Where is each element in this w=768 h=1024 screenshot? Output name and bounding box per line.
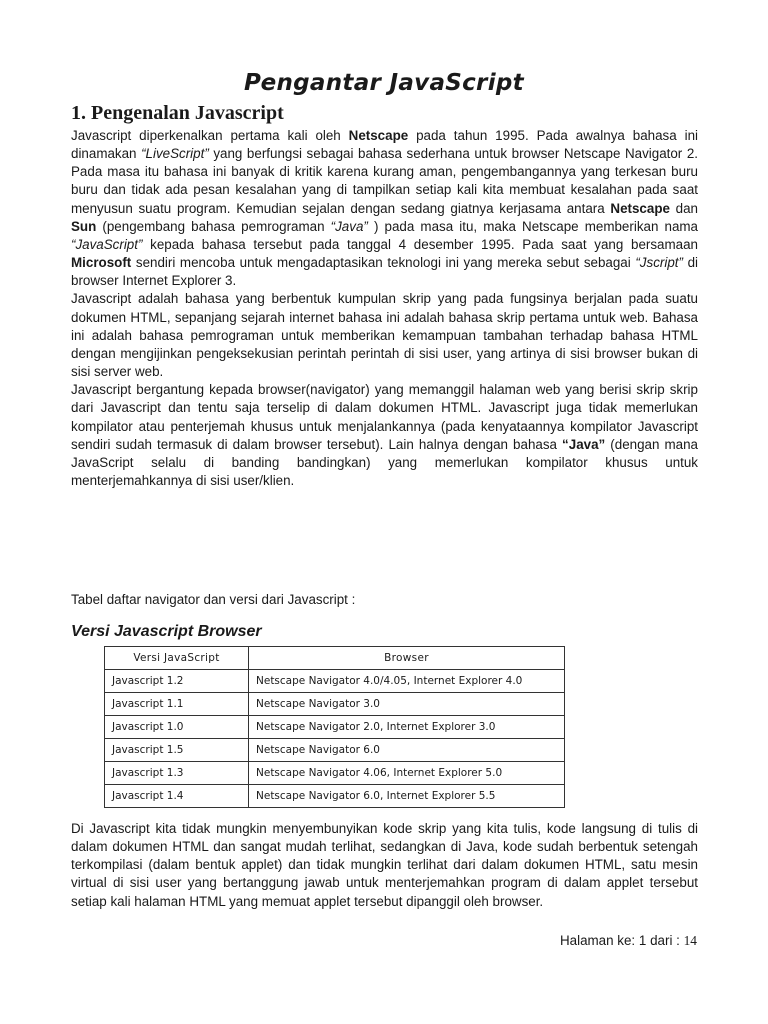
browser-cell: Netscape Navigator 2.0, Internet Explorer 3.0 [249,716,565,739]
browser-cell: Netscape Navigator 3.0 [249,693,565,716]
table-intro-text: Tabel daftar navigator dan versi dari Javascript : [71,592,356,607]
version-cell: Javascript 1.5 [105,739,249,762]
table-row [105,739,565,762]
table-row [105,716,565,739]
paragraph-java-comparison: Di Javascript kita tidak mungkin menyembunyikan kode skrip yang kita tulis, kode langsung di tulis di dalam dokumen HTML dan sangat mudah terlihat, sedangkan di Java, kode sudah berbentuk setengah terkompilasi (dalam bentuk applet) dan tidak mungkin terlihat dari dalam dokumen HTML, satu mesin virtual di sisi user yang bertanggung jawab untuk menterjemahkan program di dalam applet tersebut setiap kali halaman HTML yang memuat applet tersebut dipanggil oleh browser. [71,821,698,909]
version-cell: Javascript 1.4 [105,785,249,808]
table-header-row [105,647,565,670]
section-heading: 1. Pengenalan Javascript [71,102,284,124]
browser-cell: Netscape Navigator 4.06, Internet Explorer 5.0 [249,762,565,785]
table-row [105,762,565,785]
intro-text [71,127,698,490]
version-cell: Javascript 1.1 [105,693,249,716]
browser-cell: Netscape Navigator 6.0, Internet Explorer 5.5 [249,785,565,808]
version-cell: Javascript 1.3 [105,762,249,785]
page-title: Pengantar JavaScript [244,70,524,96]
header-version: Versi JavaScript [105,647,249,670]
paragraph-browser: Javascript bergantung kepada browser(navigator) yang memanggil halaman web yang berisi skrip skrip dari Javascript dan tentu saja terselip di dalam dokumen HTML. Javascript juga tidak memerlukan kompilator atau penterjemah khusus untuk menjalankannya (pada kenyataannya kompilator Javascript sendiri sudah termasuk di dalam browser tersebut). Lain halnya dengan bahasa “Java” (dengan mana JavaScript selalu di banding bandingkan) yang memerlukan kompilator khusus untuk menterjemahkannya di sisi user/klien. [71,382,698,488]
outro-text [71,820,698,911]
browser-cell: Netscape Navigator 4.0/4.05, Internet Explorer 4.0 [249,670,565,693]
table-row [105,693,565,716]
paragraph-history: Javascript diperkenalkan pertama kali oleh Netscape pada tahun 1995. Pada awalnya bahasa ini dinamakan “LiveScript” yang berfungsi sebagai bahasa sederhana untuk browser Netscape Navigator 2. Pada masa itu bahasa ini banyak di kritik karena kurang aman, pengembangannya yang terkesan buru buru dan tidak ada pesan kesalahan yang di tampilkan setiap kali kita membuat kesalahan pada saat menyusun suatu program. Kemudian sejalan dengan sedang giatnya kerjasama antara Netscape dan Sun (pengembang bahasa pemrograman “Java” ) pada masa itu, maka Netscape memberikan nama “JavaScript” kepada bahasa tersebut pada tanggal 4 desember 1995. Pada saat yang bersamaan Microsoft sendiri mencoba untuk mengadaptasikan teknologi ini yang mereka sebut sebagai “Jscript” di browser Internet Explorer 3. [71,128,699,289]
table-row [105,670,565,693]
table-row [105,785,565,808]
footer-total-pages: 14 [683,933,697,948]
browser-cell: Netscape Navigator 6.0 [249,739,565,762]
footer-of-label: dari : [650,933,680,948]
version-table [104,646,565,808]
version-cell: Javascript 1.0 [105,716,249,739]
header-browser: Browser [249,647,565,670]
page-footer [0,933,697,949]
version-cell: Javascript 1.2 [105,670,249,693]
paragraph-definition: Javascript adalah bahasa yang berbentuk kumpulan skrip yang pada fungsinya berjalan pada suatu dokumen HTML, sepanjang sejarah internet bahasa ini adalah bahasa skrip pertama untuk web. Bahasa ini adalah bahasa pemrograman untuk memberikan kemampuan tambahan terhadap bahasa HTML dengan mengijinkan pengeksekusian perintah perintah di sisi user, yang artinya di sisi browser bukan di sisi server web. [71,291,698,380]
footer-page-label: Halaman ke: [559,933,636,948]
table-title: Versi Javascript Browser [71,623,262,640]
footer-page-number: 1 [638,933,647,948]
